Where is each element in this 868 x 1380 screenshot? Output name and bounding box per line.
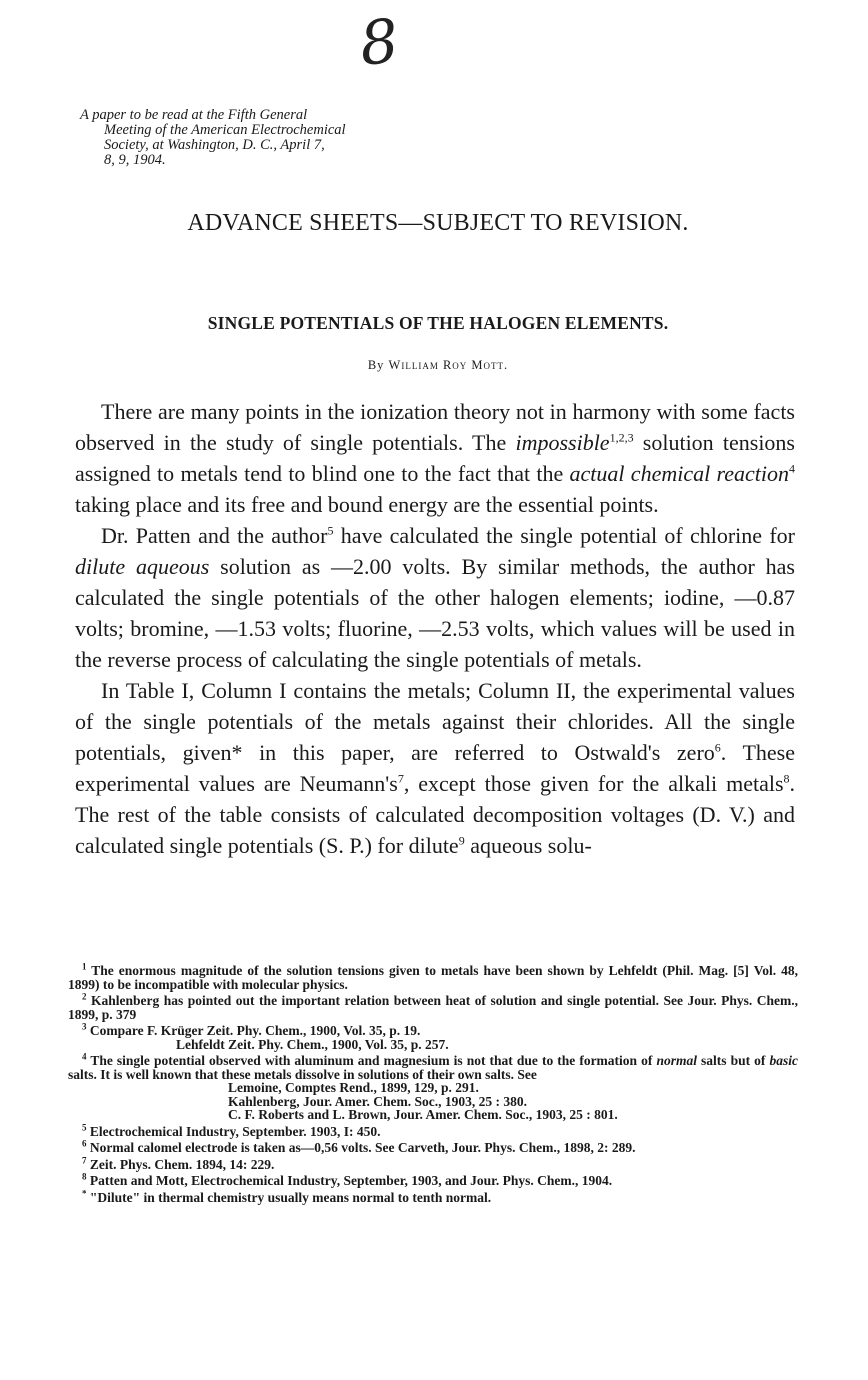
paragraph-2	[75, 520, 795, 675]
text-run: aqueous solu-	[464, 833, 592, 858]
footnote-mark: 5	[82, 1122, 87, 1132]
footnote-4	[68, 1051, 798, 1122]
footnote-reference: C. F. Roberts and L. Brown, Jour. Amer. Chem. Soc., 1903, 25 : 801.	[228, 1107, 618, 1122]
footnote-text: Patten and Mott, Electrochemical Industry, September, 1903, and Jour. Phys. Chem., 1904.	[89, 1173, 613, 1188]
paper-title: SINGLE POTENTIALS OF THE HALOGEN ELEMENTS.	[207, 313, 669, 333]
paragraph-1	[75, 396, 795, 520]
footnote-reference: Lemoine, Comptes Rend., 1899, 129, p. 291.	[228, 1080, 479, 1095]
footnote-text: Normal calomel electrode is taken as—0,56 volts. See Carveth, Jour. Phys. Chem., 1898, 2: 289.	[89, 1140, 636, 1155]
reading-note-line: Society, at Washington, D. C., April 7,	[104, 137, 325, 153]
footnote-3	[68, 1021, 798, 1052]
text-run: , except those given for the alkali metals	[403, 771, 784, 796]
footnote-ref: 5	[327, 523, 334, 538]
reading-note	[80, 108, 460, 168]
footnote-text: salts but of	[696, 1053, 770, 1068]
footnote-mark: 4	[82, 1051, 87, 1062]
text-run: taking place and its free and bound energy are the essential points.	[75, 492, 659, 517]
footnotes	[68, 961, 799, 1207]
advance-sheets-heading: ADVANCE SHEETS—SUBJECT TO REVISION.	[187, 210, 689, 236]
footnote-mark: 2	[82, 991, 87, 1002]
footnote-7	[68, 1155, 798, 1172]
footnote-text: Kahlenberg has pointed out the important relation between heat of solution and single potential. See Jour. Phys. Chem., 1899, p. 379	[68, 993, 799, 1022]
emphasis: basic	[769, 1053, 798, 1068]
emphasis: actual chemical reaction	[569, 461, 789, 486]
footnote-1	[68, 961, 798, 992]
footnote-ref: 4	[789, 461, 795, 476]
footnote-9	[68, 1188, 798, 1205]
text-run: In Table I, Column I contains the metals; Column II, the experimental values of the single potentials of the metals against their chlorides. All the single potentials, given* in this paper, are referred to Ostwald's zero	[75, 678, 795, 765]
footnote-mark: 6	[82, 1138, 87, 1149]
text-run: Dr. Patten and the author	[101, 523, 328, 548]
text-run: There are many points in the ionization theory not in harmony with some facts observed in the study of single potentials. The	[75, 399, 795, 455]
footnote-text: The enormous magnitude of the solution tensions given to metals have been shown by Lehfeldt (Phil. Mag. [5] Vol. 48, 1899) to be incompatible with molecular physics.	[68, 963, 798, 992]
reading-note-line: A paper to be read at the Fifth General	[80, 107, 308, 123]
footnote-text: Lehfeldt Zeit. Phy. Chem., 1900, Vol. 35, p. 257.	[176, 1036, 449, 1052]
footnote-ref: 6	[714, 740, 721, 755]
text-run: have calculated the single potential of chlorine for	[333, 523, 796, 548]
footnote-text: salts. It is well known that these metals dissolve in solutions of their own salts. See	[68, 1066, 537, 1082]
text-run: . These experimental values are Neumann's	[75, 740, 795, 796]
footnote-text: Compare F. Krüger Zeit. Phy. Chem., 1900, Vol. 35, p. 19.	[89, 1023, 421, 1038]
footnote-mark: 3	[82, 1021, 87, 1032]
reading-note-line: Meeting of the American Electrochemical	[104, 122, 346, 138]
emphasis: impossible	[515, 430, 610, 455]
paragraph-3	[75, 675, 795, 861]
footnote-mark: *	[82, 1188, 87, 1198]
footnote-ref: 8	[783, 771, 790, 786]
byline	[0, 358, 868, 373]
body-text	[75, 396, 795, 861]
emphasis: dilute aqueous	[75, 554, 210, 579]
footnote-text: Electrochemical Industry, September. 1903, I: 450.	[89, 1123, 381, 1139]
footnote-mark: 7	[82, 1155, 87, 1165]
footnote-2	[68, 991, 799, 1022]
text-run: solution as —2.00 volts. By similar methods, the author has calculated the single potentials of the other halogen elements; iodine, —0.87 volts; bromine, —1.53 volts; fluorine, —2.53 volts, which values will be used in the reverse process of calculating the single potentials of metals.	[75, 554, 795, 672]
text-run: . The rest of the table consists of calculated decomposition voltages (D. V.) and calculated single potentials (S. P.) for dilute	[75, 771, 796, 858]
emphasis: normal	[656, 1053, 697, 1068]
page-number: 8	[356, 6, 402, 80]
byline-prefix: By	[367, 358, 385, 372]
footnote-text: "Dilute" in thermal chemistry usually means normal to tenth normal.	[89, 1189, 492, 1205]
footnote-ref: 1,2,3	[609, 430, 634, 445]
footnote-ref: 9	[458, 833, 465, 848]
footnote-reference: Kahlenberg, Jour. Amer. Chem. Soc., 1903, 25 : 380.	[228, 1093, 527, 1109]
footnote-text: The single potential observed with aluminum and magnesium is not that due to the formation of	[90, 1053, 657, 1068]
reading-note-line: 8, 9, 1904.	[104, 152, 166, 168]
footnote-text: Zeit. Phys. Chem. 1894, 14: 229.	[89, 1156, 275, 1172]
footnote-ref: 7	[397, 771, 404, 786]
footnote-5	[68, 1122, 798, 1139]
author-name: William Roy Mott.	[388, 358, 509, 372]
footnote-mark: 8	[82, 1171, 87, 1182]
footnote-mark: 1	[82, 961, 87, 972]
footnote-6	[68, 1138, 798, 1155]
text-run: solution tensions assigned to metals tend to blind one to the fact that the	[75, 430, 795, 486]
footnote-8	[68, 1171, 798, 1188]
